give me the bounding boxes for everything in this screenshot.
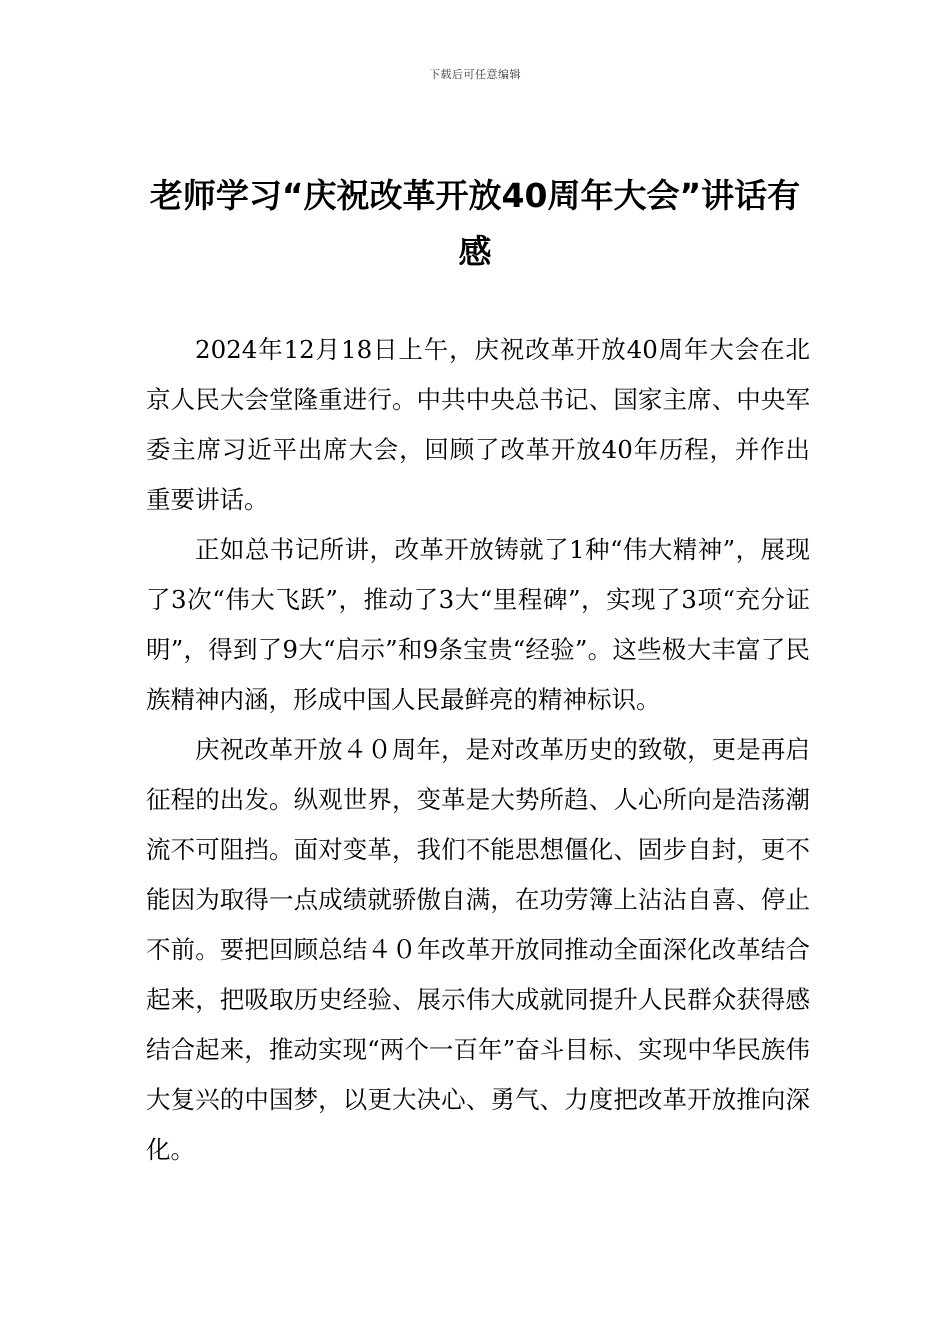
paragraph-2: 正如总书记所讲，改革开放铸就了1种“伟大精神”，展现了3次“伟大飞跃”，推动了3大“里程碑”，实现了3项“充分证明”，得到了9大“启示”和9条宝贵“经验”。这些极大丰富了民族精神内涵，形成中国人民最鲜亮的精神标识。 xyxy=(146,535,810,714)
document-title: 老师学习“庆祝改革开放40周年大会”讲话有感 xyxy=(149,176,801,271)
paragraph-1: 2024年12月18日上午，庆祝改革开放40周年大会在北京人民大会堂隆重进行。中共中央总书记、国家主席、中央军委主席习近平出席大会，回顾了改革开放40年历程，并作出重要讲话。 xyxy=(146,335,810,514)
paragraph-3: 庆祝改革开放４０周年，是对改革历史的致敬，更是再启征程的出发。纵观世界，变革是大势所趋、人心所向是浩荡潮流不可阻挡。面对变革，我们不能思想僵化、固步自封，更不能因为取得一点成绩就骄傲自满，在功劳簿上沾沾自喜、停止不前。要把回顾总结４０年改革开放同推动全面深化改革结合起来，把吸取历史经验、展示伟大成就同提升人民群众获得感结合起来，推动实现“两个一百年”奋斗目标、实现中华民族伟大复兴的中国梦，以更大决心、勇气、力度把改革开放推向深化。 xyxy=(146,735,810,1164)
header-note: 下载后可任意编辑 xyxy=(429,68,521,81)
document-body xyxy=(146,325,810,1175)
